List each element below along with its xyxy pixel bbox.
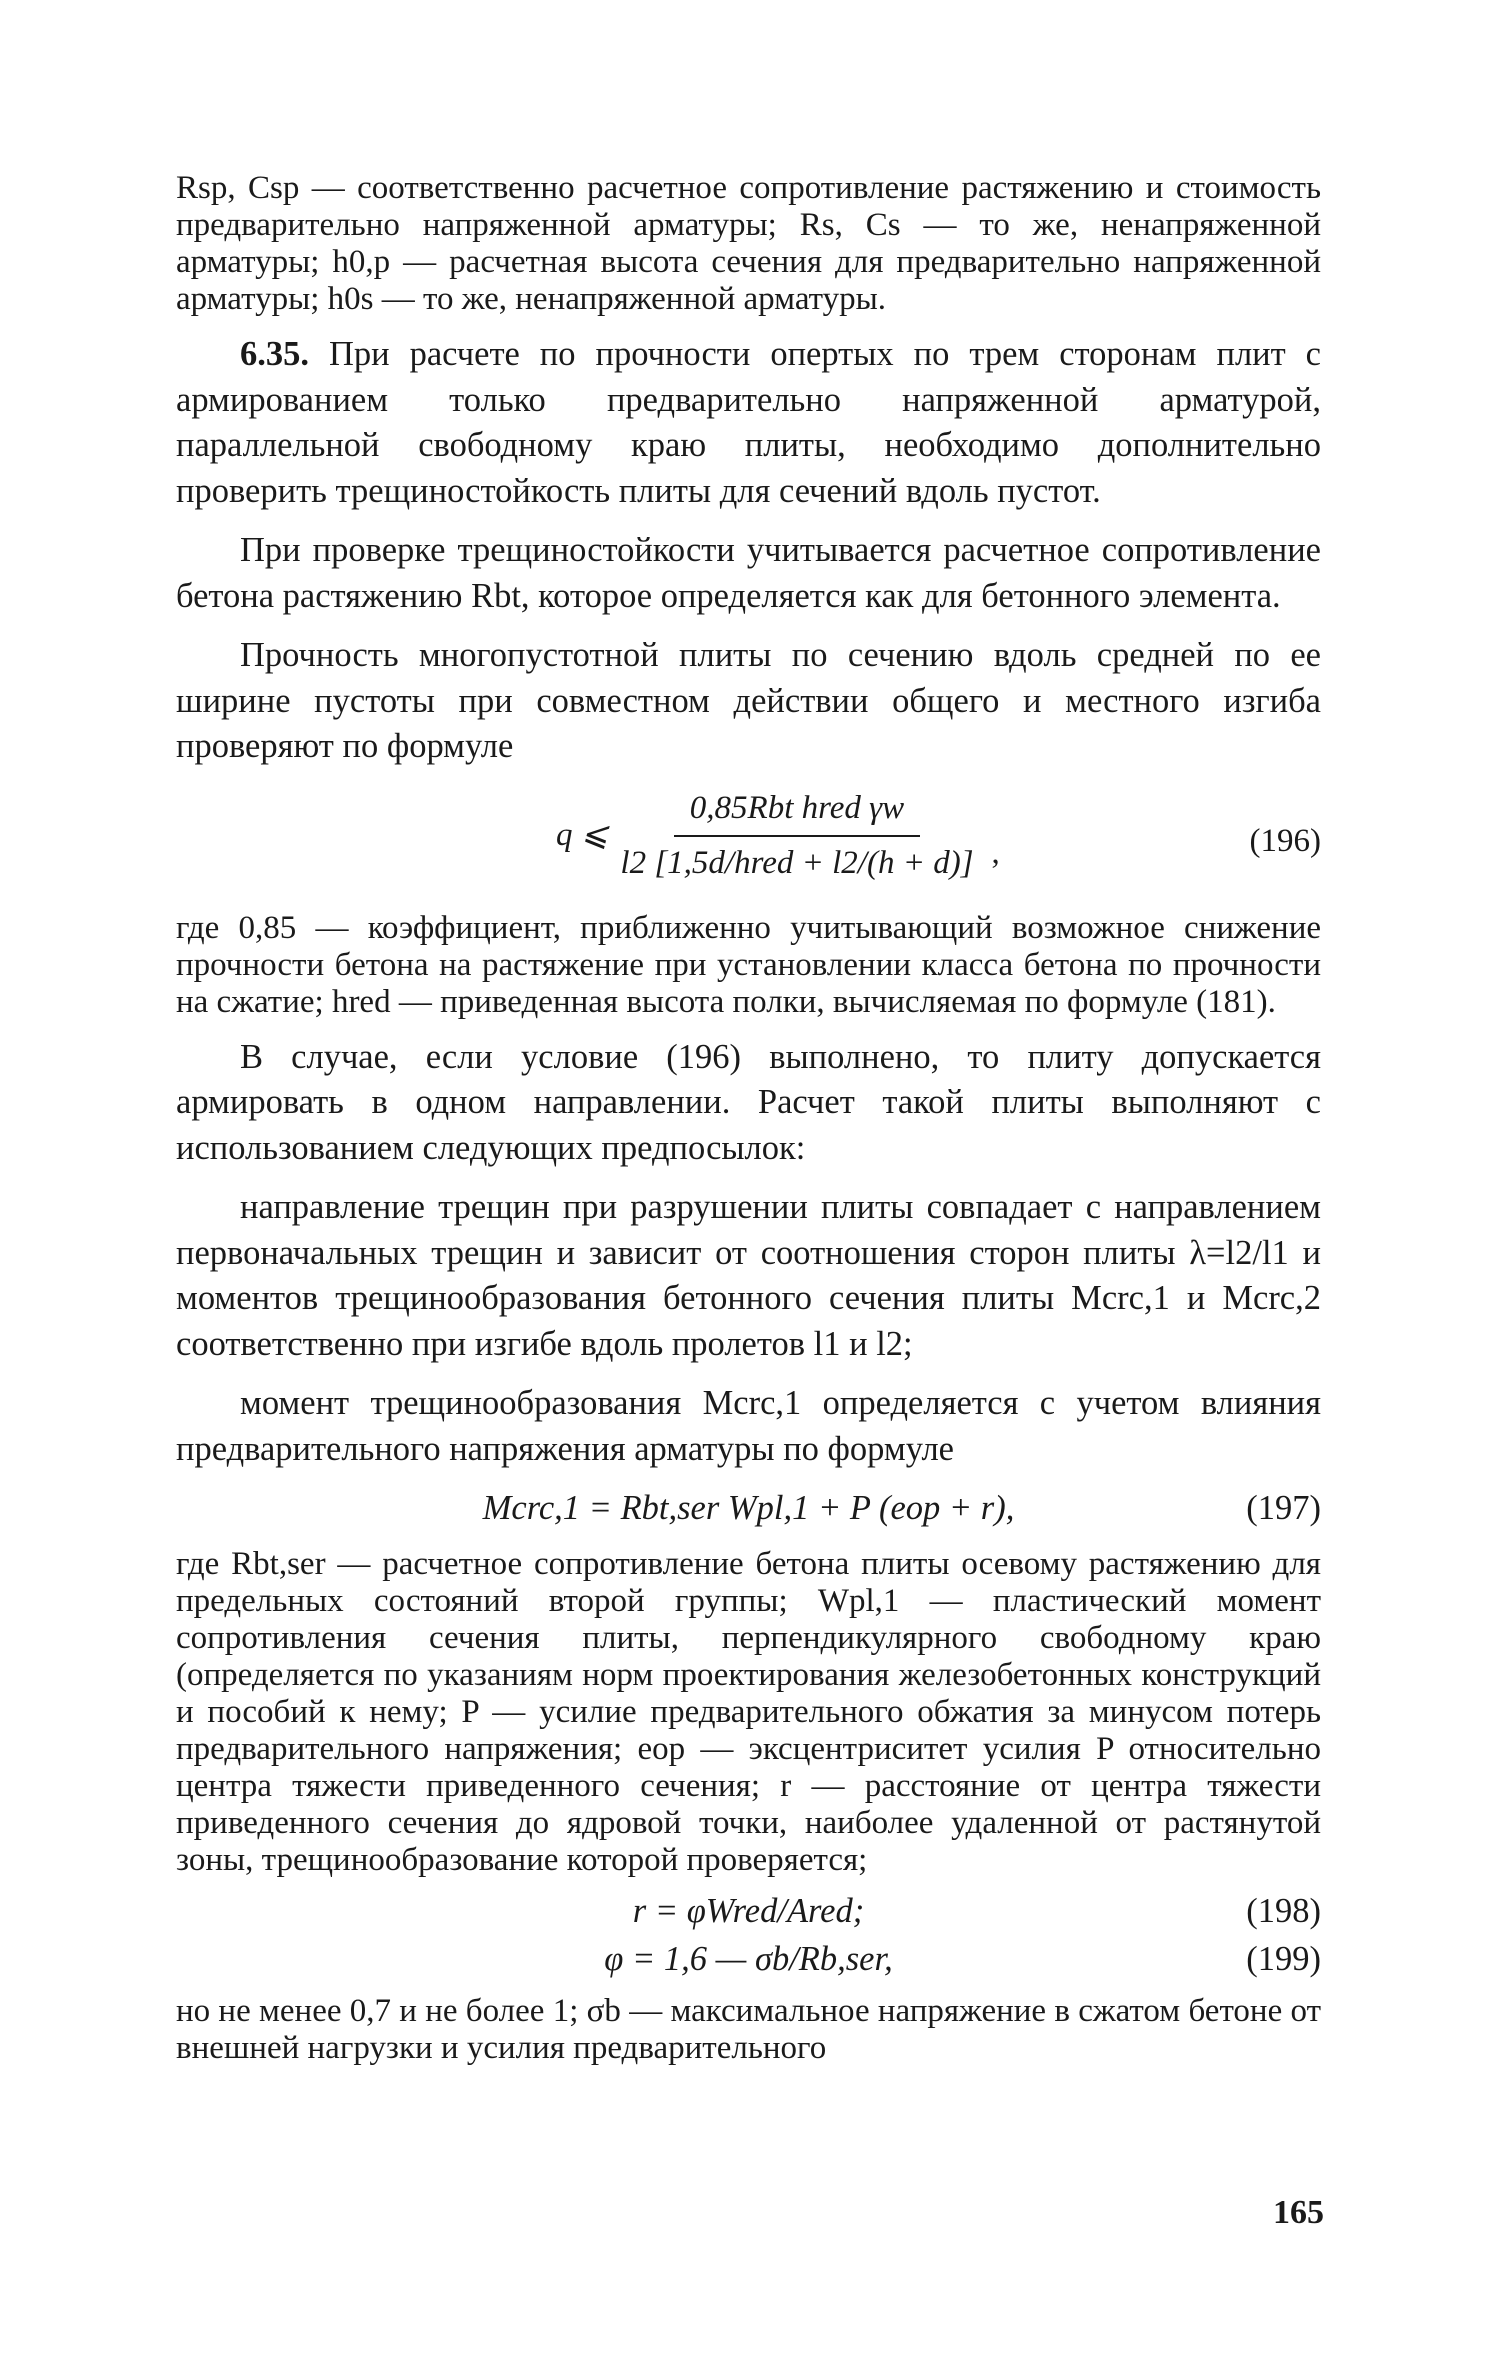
formula-197: [176, 1486, 1321, 1532]
formula-196: [176, 786, 1321, 898]
formula-198: [176, 1889, 1321, 1935]
paragraph-condition: В случае, если условие (196) выполнено, то плиту допускается армировать в одном направлении. Расчет такой плиты выполняют с использованием следующих предпосылок:: [176, 1037, 1321, 1167]
formula-198-number: (198): [1246, 1892, 1321, 1930]
page-number: 165: [1273, 2194, 1324, 2231]
paragraph-hollow-core: Прочность многопустотной плиты по сечению вдоль средней по ее ширине пустоты при совместном действии общего и местного изгиба проверяют по формуле: [176, 636, 1321, 765]
formula-198-text: r = φWred/Ared;: [632, 1892, 865, 1930]
paragraph-6-35-text: При расчете по прочности опертых по трем сторонам плит с армированием только предварительно напряженной арматурой, параллельной свободному краю плиты, необходимо дополнительно проверить трещиностойкость плиты для сечений вдоль пустот.: [176, 335, 1321, 510]
formula-197-number: (197): [1246, 1489, 1321, 1527]
paragraph-cracking-moment: момент трещинообразования Mcrc,1 определяется с учетом влияния предварительного напряжения арматуры по формуле: [176, 1384, 1321, 1468]
formula-197-text: Mcrc,1 = Rbt,ser Wpl,1 + P (eop + r),: [482, 1489, 1015, 1527]
paragraph-crack-direction: направление трещин при разрушении плиты совпадает с направлением первоначальных трещин и зависит от соотношения сторон плиты λ=l2/l1 и моментов трещинообразования бетонного сечения плиты Mcrc,1 и Mcrc,2 соответственно при изгибе вдоль пролетов l1 и l2;: [176, 1188, 1321, 1363]
paragraph-definitions: Rsp, Csp — соответственно расчетное сопротивление растяжению и стоимость предварительно напряженной арматуры; Rs, Cs — то же, ненапряженной арматуры; h0,p — расчетная высота сечения для предварительно напряженной арматуры; h0s — то же, ненапряженной арматуры.: [176, 170, 1321, 317]
paragraph-crack-check: При проверке трещиностойкости учитывается расчетное сопротивление бетона растяжению Rbt, которое определяется как для бетонного элемента.: [176, 531, 1321, 615]
formula-196-numerator: 0,85Rbt hred γw: [674, 786, 920, 838]
formula-196-lhs: q ⩽: [556, 817, 609, 854]
paragraph-definitions-197: где Rbt,ser — расчетное сопротивление бетона плиты осевому растяжению для предельных состояний второй группы; Wpl,1 — пластический момент сопротивления сечения плиты, перпендикулярного свободному краю (определяется по указаниям норм проектирования железобетонных конструкций и пособий к нему; P — усилие предварительного обжатия за минусом потерь предварительного напряжения; eop — эксцентриситет усилия P относительно центра тяжести приведенного сечения; r — расстояние от центра тяжести приведенного сечения до ядровой точки, наиболее удаленной от растянутой зоны, трещинообразование которой проверяется;: [176, 1546, 1321, 1878]
paragraph-6-35: [176, 332, 1321, 514]
formula-199: [176, 1937, 1321, 1983]
formula-196-denominator: l2 [1,5d/hred + l2/(h + d)]: [620, 845, 974, 881]
formula-196-number: (196): [1249, 822, 1321, 859]
page-body: [176, 170, 1321, 2067]
formula-199-text: φ = 1,6 — σb/Rb,ser,: [604, 1940, 893, 1978]
formula-196-comma: ,: [991, 835, 1000, 872]
paragraph-coefficient: где 0,85 — коэффициент, приближенно учитывающий возможное снижение прочности бетона на растяжение при установлении класса бетона по прочности на сжатие; hred — приведенная высота полки, вычисляемая по формуле (181).: [176, 909, 1321, 1020]
section-number: 6.35.: [240, 335, 309, 373]
formula-199-number: (199): [1246, 1940, 1321, 1978]
paragraph-sigma: но не менее 0,7 и не более 1; σb — максимальное напряжение в сжатом бетоне от внешней нагрузки и усилия предварительного: [176, 1993, 1321, 2066]
